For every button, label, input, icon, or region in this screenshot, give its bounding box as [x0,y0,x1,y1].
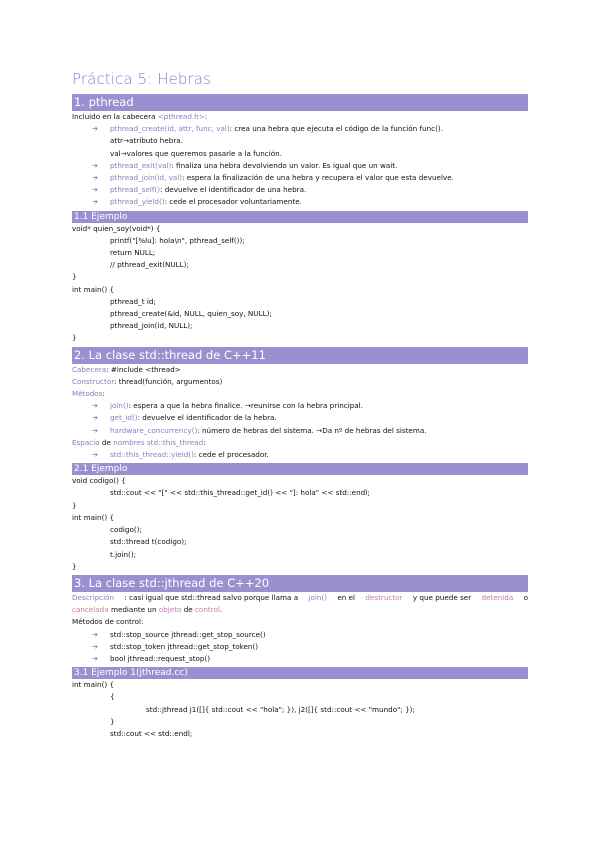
desc-word: : casi igual que std::thread salvo porque llama a [124,592,299,602]
function-desc: : número de hebras del sistema. →Da nº de hebras del sistema. [197,425,427,435]
subsection-heading-ejemplo: 2.1 Ejemplo [72,463,528,475]
list-item [72,196,528,208]
code-line: } [72,561,77,571]
subsection-heading-ejemplo: 3.1 Ejemplo 1(jthread.cc) [72,667,528,679]
arrow-right-icon: ➔ [92,197,99,207]
arrow-right-icon: ➔ [92,160,99,170]
desc-word: en el [337,592,356,602]
cabecera-line [72,364,528,376]
code-line: return NULL; [110,248,156,258]
function-desc: : cede el procesador voluntariamente. [164,197,302,207]
code-line: pthread_t id; [110,296,156,306]
espacio-line [72,437,528,449]
arrow-right-icon: ➔ [92,185,99,195]
code-line: } [72,272,77,282]
arrow-right-icon: ➔ [92,629,99,639]
list-item [72,449,528,461]
function-desc: : espera la finalización de una hebra y recupera el valor que esta devuelve. [182,173,454,183]
label: Constructor [72,376,115,386]
code-line: void codigo() { [72,476,126,486]
value: : #include <thread> [106,364,181,374]
value: : thread(función, argumentos) [114,376,223,386]
desc-word: Descripción [72,592,115,602]
code-line: int main() { [72,512,115,522]
code-line: std::thread t(codigo); [110,537,187,547]
description-line [72,592,528,604]
desc-word: control [194,605,220,615]
function-name: get_id() [110,413,138,423]
list-item [72,641,528,653]
desc-word: detenida [481,592,514,602]
code-line: // pthread_exit(NULL); [110,260,189,270]
code-line: pthread_create(&id, NULL, quien_soy, NULL); [110,309,272,319]
code-line: int main() { [72,284,115,294]
function-desc: : crea una hebra que ejecuta el código de la función func(). [229,124,444,134]
function-desc: : espera a que la hebra finalice. →reunirse con la hebra principal. [128,401,363,411]
metodos-control-label: Métodos de control: [72,617,144,627]
function-name: pthread_self() [110,185,161,195]
arrow-right-icon: ➔ [92,653,99,663]
code-line: } [110,716,115,726]
code-line: pthread_join(id, NULL); [110,321,193,331]
metodos-line [72,388,528,400]
desc-word: objeto [158,605,182,615]
constructor-line [72,376,528,388]
function-name: hardware_concurrency() [110,425,198,435]
code-line: std::cout << std::endl; [110,728,193,738]
intro-header: <pthread.h> [157,112,205,121]
function-desc: : cede el procesador. [193,450,269,460]
value: : [102,389,105,399]
function-name: pthread_yield() [110,197,165,207]
list-subitem: attr→atributo hebra. [110,136,183,146]
section-heading-std-thread: 2. La clase std::thread de C++11 [72,347,528,364]
list-item [72,123,528,135]
list-item [72,160,528,172]
code-line: } [72,500,77,510]
desc-word: y que puede ser [412,592,472,602]
function-desc: : finaliza una hebra devolviendo un valor. Es igual que un wait. [171,160,398,170]
arrow-right-icon: ➔ [92,425,99,435]
arrow-right-icon: ➔ [92,641,99,651]
code-line: printf("[%lu]: hola\n", pthread_self()); [110,235,245,245]
text: de [99,437,114,447]
label: Métodos [72,389,103,399]
section-heading-std-jthread: 3. La clase std::jthread de C++20 [72,575,528,592]
document-page [72,70,528,740]
desc-word: de [181,605,195,615]
subsection-heading-ejemplo: 1.1 Ejemplo [72,211,528,223]
arrow-right-icon: ➔ [92,173,99,183]
method-signature: bool jthread::request_stop() [110,653,211,663]
list-item [72,653,528,665]
label: Cabecera [72,364,107,374]
desc-word: destructor [365,592,403,602]
pthread-intro [72,111,528,123]
method-signature: std::stop_source jthread::get_stop_source() [110,629,266,639]
code-line: void* quien_soy(void*) { [72,223,161,233]
list-item [72,425,528,437]
list-item [72,400,528,412]
code-line: { [110,692,115,702]
function-name: pthread_create(id, attr, func, val) [110,124,230,134]
arrow-right-icon: ➔ [92,124,99,134]
list-subitem: val→valores que queremos pasarle a la función. [110,148,282,158]
method-signature: std::stop_token jthread::get_stop_token() [110,641,259,651]
list-item [72,629,528,641]
intro-text: Incluido en la cabecera [72,112,158,121]
code-line: t.join(); [110,549,137,559]
page-title: Práctica 5: Hebras [72,70,212,88]
label: nombres std::this_thread [113,437,204,447]
desc-word: mediante un [108,605,159,615]
section-heading-pthread: 1. pthread [72,94,528,111]
label: Espacio [72,437,100,447]
list-item [72,172,528,184]
function-name: join() [110,401,129,411]
desc-word: join() [308,592,328,602]
desc-word: o [523,592,528,602]
code-line: std::cout << "[" << std::this_thread::get_id() << "]: hola" << std::endl; [110,488,370,498]
function-name: std::this_thread::yield() [110,450,194,460]
arrow-right-icon: ➔ [92,401,99,411]
description-line-2 [72,604,528,616]
code-line: codigo(); [110,525,142,535]
function-desc: : devuelve el identificador de la hebra. [137,413,277,423]
list-item [72,412,528,424]
intro-colon: : [204,112,208,121]
code-line: std::jthread j1([]{ std::cout << "hola"; }), j2([]{ std::cout << "mundo"; }); [146,704,415,714]
arrow-right-icon: ➔ [92,450,99,460]
list-item [72,184,528,196]
code-line: } [72,333,77,343]
text: : [203,437,206,447]
function-desc: : devuelve el identificador de una hebra. [160,185,307,195]
desc-word: cancelada [72,605,109,615]
function-name: pthread_join(id, val) [110,173,183,183]
function-name: pthread_exit(val) [110,160,172,170]
arrow-right-icon: ➔ [92,413,99,423]
desc-word: . [219,605,223,615]
code-line: int main() { [72,680,115,690]
